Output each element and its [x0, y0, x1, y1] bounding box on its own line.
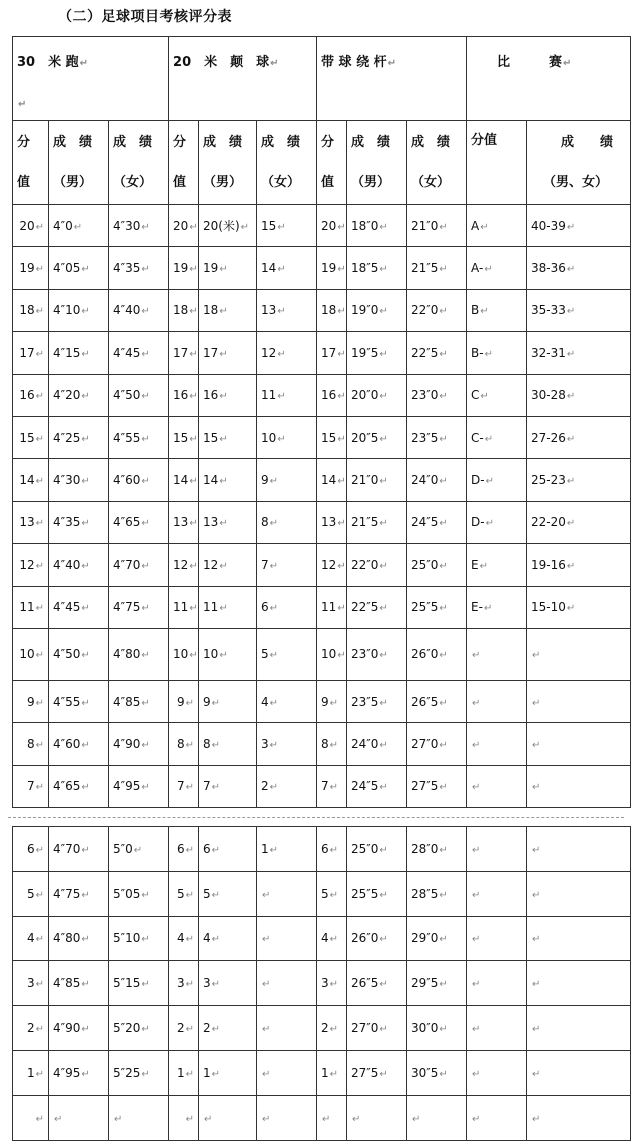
- cell-m3: 24″0↵: [347, 723, 407, 765]
- cell-m1: 4″05↵: [49, 247, 109, 289]
- cell-s3: 12↵: [317, 544, 347, 586]
- cell-f1: 4″60↵: [109, 459, 169, 501]
- page-title: （二）足球项目考核评分表: [58, 9, 232, 25]
- cell-f3: 26″0↵: [407, 628, 467, 680]
- subheader-female-3: 成 绩 （女）: [407, 121, 467, 205]
- cell-range: ↵: [527, 827, 631, 872]
- cell-s1: 14↵: [13, 459, 49, 501]
- cell-m3: 18″5↵: [347, 247, 407, 289]
- cell-f3: 21″0↵: [407, 205, 467, 247]
- cell-grade: A↵: [467, 205, 527, 247]
- cell-s2: 18↵: [169, 289, 199, 331]
- cell-grade: ↵: [467, 1095, 527, 1140]
- cell-s3: 13↵: [317, 501, 347, 543]
- cell-m1: 4″90↵: [49, 1006, 109, 1051]
- table-row: [13, 416, 631, 458]
- cell-m2: 8↵: [199, 723, 257, 765]
- header-match: 比 赛↵: [467, 37, 631, 121]
- cell-f1: 5″25↵: [109, 1050, 169, 1095]
- cell-s3: 1↵: [317, 1050, 347, 1095]
- cell-range: 32-31↵: [527, 332, 631, 374]
- cell-m1: ↵: [49, 1095, 109, 1140]
- cell-grade: A-↵: [467, 247, 527, 289]
- cell-s2: 5↵: [169, 871, 199, 916]
- cell-s2: 17↵: [169, 332, 199, 374]
- cell-m1: 4″45↵: [49, 586, 109, 628]
- cell-m1: 4″85↵: [49, 961, 109, 1006]
- cell-m2: 9↵: [199, 680, 257, 722]
- table-row: [13, 247, 631, 289]
- cell-m3: 20″5↵: [347, 416, 407, 458]
- cell-s1: 15↵: [13, 416, 49, 458]
- cell-m3: ↵: [347, 1095, 407, 1140]
- cell-f2: ↵: [257, 871, 317, 916]
- cell-f3: 24″5↵: [407, 501, 467, 543]
- cell-f3: 28″5↵: [407, 871, 467, 916]
- cell-f2: 9↵: [257, 459, 317, 501]
- cell-m1: 4″60↵: [49, 723, 109, 765]
- cell-grade: ↵: [467, 723, 527, 765]
- subheader-score-3: 分 值: [317, 121, 347, 205]
- cell-f2: ↵: [257, 1006, 317, 1051]
- cell-s1: 3↵: [13, 961, 49, 1006]
- cell-m1: 4″10↵: [49, 289, 109, 331]
- cell-grade: ↵: [467, 916, 527, 961]
- cell-f3: 28″0↵: [407, 827, 467, 872]
- cell-s2: ↵: [169, 1095, 199, 1140]
- cell-f3: 23″5↵: [407, 416, 467, 458]
- cell-f1: 4″65↵: [109, 501, 169, 543]
- cell-m1: 4″15↵: [49, 332, 109, 374]
- table-row: [13, 961, 631, 1006]
- cell-range: 15-10↵: [527, 586, 631, 628]
- table-row: [13, 680, 631, 722]
- cell-f3: 27″0↵: [407, 723, 467, 765]
- table-row: [13, 374, 631, 416]
- cell-m3: 19″0↵: [347, 289, 407, 331]
- cell-range: ↵: [527, 916, 631, 961]
- cell-s1: 11↵: [13, 586, 49, 628]
- cell-f2: 3↵: [257, 723, 317, 765]
- cell-m2: 6↵: [199, 827, 257, 872]
- cell-s1: 17↵: [13, 332, 49, 374]
- cell-s2: 2↵: [169, 1006, 199, 1051]
- header-20m-juggle-label: 20 米 颠 球: [173, 55, 270, 70]
- cell-m2: 7↵: [199, 765, 257, 807]
- cell-range: 19-16↵: [527, 544, 631, 586]
- cell-s3: 9↵: [317, 680, 347, 722]
- header-pole-dribble: 带 球 绕 杆↵: [317, 37, 467, 121]
- cell-f1: 4″50↵: [109, 374, 169, 416]
- cell-m3: 27″0↵: [347, 1006, 407, 1051]
- cell-m2: 12↵: [199, 544, 257, 586]
- cell-grade: ↵: [467, 871, 527, 916]
- cell-m2: 10↵: [199, 628, 257, 680]
- cell-m2: 18↵: [199, 289, 257, 331]
- cell-f1: 5″05↵: [109, 871, 169, 916]
- cell-grade: ↵: [467, 628, 527, 680]
- cell-m2: 13↵: [199, 501, 257, 543]
- subheader-female-2: 成 绩 （女）: [257, 121, 317, 205]
- cell-m3: 22″0↵: [347, 544, 407, 586]
- cell-m1: 4″95↵: [49, 1050, 109, 1095]
- cell-grade: D-↵: [467, 501, 527, 543]
- subheader-row: [13, 121, 631, 205]
- cell-grade: ↵: [467, 1006, 527, 1051]
- table-row: [13, 459, 631, 501]
- cell-m2: 20(米)↵: [199, 205, 257, 247]
- cell-m1: 4″35↵: [49, 501, 109, 543]
- cell-f3: 22″0↵: [407, 289, 467, 331]
- score-table-part-2: [12, 826, 631, 1141]
- table-row: [13, 628, 631, 680]
- cell-s3: 11↵: [317, 586, 347, 628]
- cell-s2: 11↵: [169, 586, 199, 628]
- cell-m3: 21″0↵: [347, 459, 407, 501]
- cell-s3: ↵: [317, 1095, 347, 1140]
- cell-f2: 4↵: [257, 680, 317, 722]
- cell-m3: 19″5↵: [347, 332, 407, 374]
- cell-grade: E↵: [467, 544, 527, 586]
- cell-m2: 15↵: [199, 416, 257, 458]
- cell-s1: 12↵: [13, 544, 49, 586]
- table-row: [13, 1095, 631, 1140]
- cell-s2: 10↵: [169, 628, 199, 680]
- cell-m3: 21″5↵: [347, 501, 407, 543]
- cell-s2: 12↵: [169, 544, 199, 586]
- cell-grade: ↵: [467, 961, 527, 1006]
- cell-s3: 20↵: [317, 205, 347, 247]
- cell-m1: 4″20↵: [49, 374, 109, 416]
- cell-s1: 19↵: [13, 247, 49, 289]
- cell-s3: 3↵: [317, 961, 347, 1006]
- cell-f1: 4″80↵: [109, 628, 169, 680]
- cell-f3: 25″0↵: [407, 544, 467, 586]
- header-match-label: 比 赛: [497, 55, 563, 70]
- cell-m2: 16↵: [199, 374, 257, 416]
- cell-s1: 7↵: [13, 765, 49, 807]
- cell-f1: 4″85↵: [109, 680, 169, 722]
- cell-m2: 2↵: [199, 1006, 257, 1051]
- subheader-score-1: 分 值: [13, 121, 49, 205]
- cell-s1: 5↵: [13, 871, 49, 916]
- cell-s3: 5↵: [317, 871, 347, 916]
- cell-f2: 7↵: [257, 544, 317, 586]
- cell-f3: 24″0↵: [407, 459, 467, 501]
- subheader-match-result: 成 绩 （男、女）: [527, 121, 631, 205]
- cell-m2: 5↵: [199, 871, 257, 916]
- cell-s1: 20↵: [13, 205, 49, 247]
- cell-f3: 21″5↵: [407, 247, 467, 289]
- cell-range: ↵: [527, 1095, 631, 1140]
- cell-m3: 24″5↵: [347, 765, 407, 807]
- cell-range: ↵: [527, 680, 631, 722]
- cell-f3: 27″5↵: [407, 765, 467, 807]
- cell-f2: ↵: [257, 1095, 317, 1140]
- cell-f1: 4″95↵: [109, 765, 169, 807]
- cell-s1: 16↵: [13, 374, 49, 416]
- cell-range: ↵: [527, 765, 631, 807]
- cell-s2: 13↵: [169, 501, 199, 543]
- table-row: [13, 501, 631, 543]
- cell-range: ↵: [527, 1050, 631, 1095]
- cell-f2: 12↵: [257, 332, 317, 374]
- cell-s2: 4↵: [169, 916, 199, 961]
- cell-f1: 5″10↵: [109, 916, 169, 961]
- cell-m1: 4″40↵: [49, 544, 109, 586]
- table-row: [13, 723, 631, 765]
- cell-s1: 1↵: [13, 1050, 49, 1095]
- cell-range: ↵: [527, 871, 631, 916]
- header-row: [13, 37, 631, 121]
- cell-range: 38-36↵: [527, 247, 631, 289]
- cell-grade: ↵: [467, 765, 527, 807]
- cell-m1: 4″50↵: [49, 628, 109, 680]
- cell-m1: 4″70↵: [49, 827, 109, 872]
- cell-m1: 4″0↵: [49, 205, 109, 247]
- cell-s1: 8↵: [13, 723, 49, 765]
- cell-m3: 18″0↵: [347, 205, 407, 247]
- cell-f3: 30″0↵: [407, 1006, 467, 1051]
- table-row: [13, 1006, 631, 1051]
- cell-grade: C-↵: [467, 416, 527, 458]
- cell-s2: 19↵: [169, 247, 199, 289]
- subheader-male-1: 成 绩 （男）: [49, 121, 109, 205]
- cell-s1: 9↵: [13, 680, 49, 722]
- table-row: [13, 332, 631, 374]
- table-row: [13, 205, 631, 247]
- table-row: [13, 871, 631, 916]
- subheader-male-2: 成 绩 （男）: [199, 121, 257, 205]
- cell-f3: 26″5↵: [407, 680, 467, 722]
- cell-range: 27-26↵: [527, 416, 631, 458]
- cell-s3: 15↵: [317, 416, 347, 458]
- cell-f1: 4″70↵: [109, 544, 169, 586]
- cell-m2: 14↵: [199, 459, 257, 501]
- cell-f1: 5″20↵: [109, 1006, 169, 1051]
- cell-m3: 20″0↵: [347, 374, 407, 416]
- cell-f1: 5″15↵: [109, 961, 169, 1006]
- cell-f3: 25″5↵: [407, 586, 467, 628]
- cell-f2: 6↵: [257, 586, 317, 628]
- cell-m2: 11↵: [199, 586, 257, 628]
- cell-f1: 4″35↵: [109, 247, 169, 289]
- table-row: [13, 827, 631, 872]
- cell-s2: 7↵: [169, 765, 199, 807]
- cell-s1: 10↵: [13, 628, 49, 680]
- cell-m3: 26″0↵: [347, 916, 407, 961]
- cell-m3: 25″5↵: [347, 871, 407, 916]
- subheader-male-3: 成 绩 （男）: [347, 121, 407, 205]
- cell-m1: 4″65↵: [49, 765, 109, 807]
- cell-s3: 6↵: [317, 827, 347, 872]
- cell-f1: 4″55↵: [109, 416, 169, 458]
- cell-grade: D-↵: [467, 459, 527, 501]
- cell-f3: 23″0↵: [407, 374, 467, 416]
- cell-s3: 8↵: [317, 723, 347, 765]
- cell-s2: 16↵: [169, 374, 199, 416]
- cell-m3: 23″0↵: [347, 628, 407, 680]
- cell-f1: 4″75↵: [109, 586, 169, 628]
- cell-f2: 1↵: [257, 827, 317, 872]
- header-30m-run-label: 30 米 跑: [17, 55, 79, 70]
- cell-f2: ↵: [257, 1050, 317, 1095]
- cell-range: ↵: [527, 723, 631, 765]
- cell-m2: 17↵: [199, 332, 257, 374]
- table-row: [13, 544, 631, 586]
- cell-s2: 9↵: [169, 680, 199, 722]
- table-row: [13, 586, 631, 628]
- cell-m2: 3↵: [199, 961, 257, 1006]
- cell-f3: 29″0↵: [407, 916, 467, 961]
- header-20m-juggle: 20 米 颠 球↵: [169, 37, 317, 121]
- score-table-part-1: [12, 36, 631, 808]
- cell-s1: 13↵: [13, 501, 49, 543]
- cell-s2: 6↵: [169, 827, 199, 872]
- cell-s3: 18↵: [317, 289, 347, 331]
- cell-f1: 5″0↵: [109, 827, 169, 872]
- cell-m3: 25″0↵: [347, 827, 407, 872]
- cell-grade: B↵: [467, 289, 527, 331]
- cell-f1: 4″40↵: [109, 289, 169, 331]
- cell-s3: 10↵: [317, 628, 347, 680]
- cell-range: 35-33↵: [527, 289, 631, 331]
- cell-grade: ↵: [467, 1050, 527, 1095]
- table-row: [13, 1050, 631, 1095]
- cell-m3: 26″5↵: [347, 961, 407, 1006]
- cell-f2: 13↵: [257, 289, 317, 331]
- cell-s3: 2↵: [317, 1006, 347, 1051]
- table-row: [13, 916, 631, 961]
- cell-s3: 7↵: [317, 765, 347, 807]
- cell-s1: 4↵: [13, 916, 49, 961]
- cell-grade: B-↵: [467, 332, 527, 374]
- cell-f1: 4″30↵: [109, 205, 169, 247]
- cell-s3: 4↵: [317, 916, 347, 961]
- cell-m2: 19↵: [199, 247, 257, 289]
- cell-f2: ↵: [257, 916, 317, 961]
- cell-s1: ↵: [13, 1095, 49, 1140]
- cell-range: ↵: [527, 1006, 631, 1051]
- cell-s1: 18↵: [13, 289, 49, 331]
- cell-f2: ↵: [257, 961, 317, 1006]
- cell-f2: 15↵: [257, 205, 317, 247]
- cell-f2: 10↵: [257, 416, 317, 458]
- table-row: [13, 289, 631, 331]
- cell-s2: 3↵: [169, 961, 199, 1006]
- cell-m3: 23″5↵: [347, 680, 407, 722]
- cell-m2: 1↵: [199, 1050, 257, 1095]
- cell-m2: 4↵: [199, 916, 257, 961]
- cell-grade: ↵: [467, 680, 527, 722]
- cell-m1: 4″30↵: [49, 459, 109, 501]
- cell-grade: E-↵: [467, 586, 527, 628]
- cell-grade: ↵: [467, 827, 527, 872]
- cell-m3: 22″5↵: [347, 586, 407, 628]
- cell-s2: 20↵: [169, 205, 199, 247]
- cell-f3: 29″5↵: [407, 961, 467, 1006]
- subheader-score-2: 分 值: [169, 121, 199, 205]
- cell-f1: 4″90↵: [109, 723, 169, 765]
- header-pole-dribble-label: 带 球 绕 杆: [321, 55, 387, 70]
- subheader-match-score: 分值: [467, 121, 527, 205]
- cell-s3: 19↵: [317, 247, 347, 289]
- cell-range: 30-28↵: [527, 374, 631, 416]
- cell-f3: 22″5↵: [407, 332, 467, 374]
- cell-f2: 2↵: [257, 765, 317, 807]
- cell-range: ↵: [527, 628, 631, 680]
- header-30m-run: 30 米 跑↵ ↵: [13, 37, 169, 121]
- table-row: [13, 765, 631, 807]
- cell-f2: 5↵: [257, 628, 317, 680]
- cell-s2: 1↵: [169, 1050, 199, 1095]
- cell-s2: 14↵: [169, 459, 199, 501]
- cell-f2: 14↵: [257, 247, 317, 289]
- cell-range: ↵: [527, 961, 631, 1006]
- cell-range: 22-20↵: [527, 501, 631, 543]
- cell-m2: ↵: [199, 1095, 257, 1140]
- cell-m1: 4″80↵: [49, 916, 109, 961]
- cell-s2: 8↵: [169, 723, 199, 765]
- cell-m3: 27″5↵: [347, 1050, 407, 1095]
- cell-s3: 16↵: [317, 374, 347, 416]
- cell-s3: 14↵: [317, 459, 347, 501]
- page-break: [0, 812, 632, 824]
- cell-f1: 4″45↵: [109, 332, 169, 374]
- cell-m1: 4″55↵: [49, 680, 109, 722]
- cell-f2: 11↵: [257, 374, 317, 416]
- cell-s3: 17↵: [317, 332, 347, 374]
- cell-m1: 4″75↵: [49, 871, 109, 916]
- cell-f3: 30″5↵: [407, 1050, 467, 1095]
- cell-s1: 6↵: [13, 827, 49, 872]
- cell-range: 25-23↵: [527, 459, 631, 501]
- cell-f1: ↵: [109, 1095, 169, 1140]
- cell-f3: ↵: [407, 1095, 467, 1140]
- cell-f2: 8↵: [257, 501, 317, 543]
- cell-m1: 4″25↵: [49, 416, 109, 458]
- cell-grade: C↵: [467, 374, 527, 416]
- subheader-female-1: 成 绩 （女）: [109, 121, 169, 205]
- cell-range: 40-39↵: [527, 205, 631, 247]
- cell-s2: 15↵: [169, 416, 199, 458]
- cell-s1: 2↵: [13, 1006, 49, 1051]
